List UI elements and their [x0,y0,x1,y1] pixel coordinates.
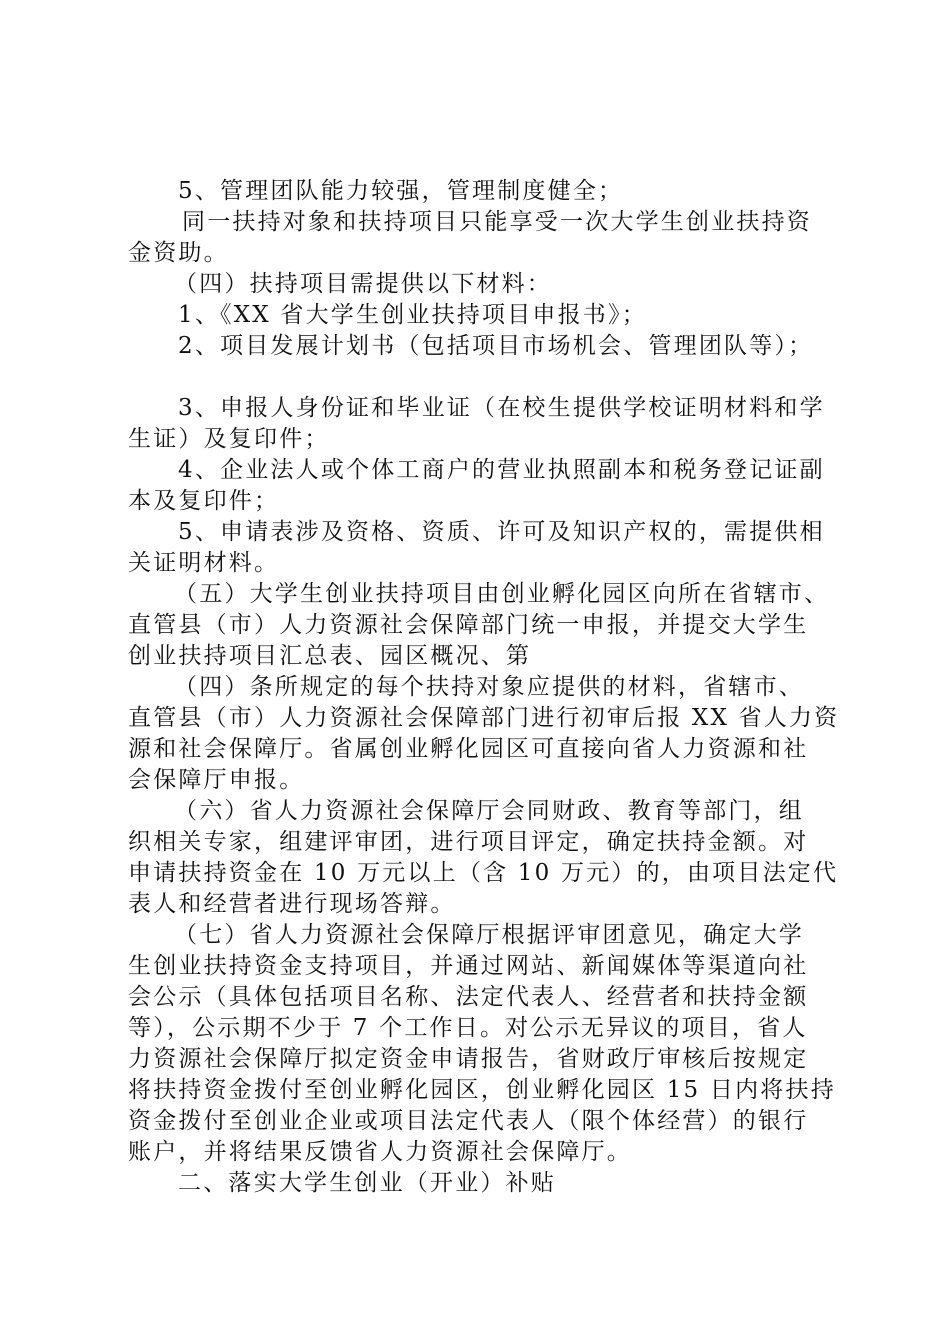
text-line: （七）省人力资源社会保障厅根据评审团意见，确定大学 [174,922,804,948]
text-line: 织相关专家，组建评审团，进行项目评定，确定扶持金额。对 [128,829,809,855]
text-line: 本及复印件； [128,488,280,514]
text-line: 生证）及复印件； [128,426,330,452]
text-line: 申请扶持资金在 10 万元以上（含 10 万元）的，由项目法定代 [128,860,839,886]
text-line: （五）大学生创业扶持项目由创业孵化园区向所在省辖市、 [174,581,830,607]
text-line: 创业扶持项目汇总表、园区概况、第 [128,643,532,669]
text-line: 生创业扶持资金支持项目，并通过网站、新闻媒体等渠道向社 [128,953,809,979]
text-line: 直管县（市）人力资源社会保障部门统一申报，并提交大学生 [128,612,809,638]
text-line: 会保障厅申报。 [128,767,305,793]
text-line: 2、项目发展计划书（包括项目市场机会、管理团队等）； [178,333,814,359]
text-line: 表人和经营者进行现场答辩。 [128,891,456,917]
text-line: 3、申报人身份证和毕业证（在校生提供学校证明材料和学 [178,395,825,421]
text-line: 1、《XX 省大学生创业扶持项目申报书》； [178,302,647,328]
section-heading: 二、落实大学生创业（开业）补贴 [178,1170,556,1196]
text-line: （四）条所规定的每个扶持对象应提供的材料，省辖市、 [174,674,804,700]
text-line: （六）省人力资源社会保障厅会同财政、教育等部门，组 [174,798,804,824]
text-line: 会公示（具体包括项目名称、法定代表人、经营者和扶持金额 [128,984,809,1010]
text-line: 等），公示期不少于 7 个工作日。对公示无异议的项目，省人 [128,1015,808,1041]
text-line: 资金拨付至创业企业或项目法定代表人（限个体经营）的银行 [128,1108,809,1134]
text-line: 将扶持资金拨付至创业孵化园区，创业孵化园区 15 日内将扶持 [128,1077,836,1103]
text-line: 源和社会保障厅。省属创业孵化园区可直接向省人力资源和社 [128,736,809,762]
text-line: （四）扶持项目需提供以下材料： [174,271,552,297]
text-line: 5、申请表涉及资格、资质、许可及知识产权的，需提供相 [178,519,825,545]
text-line: 5、管理团队能力较强，管理制度健全； [178,178,624,204]
text-line: 直管县（市）人力资源社会保障部门进行初审后报 XX 省人力资 [128,705,840,731]
text-line: 力资源社会保障厅拟定资金申请报告，省财政厅审核后按规定 [128,1046,809,1072]
text-line: 同一扶持对象和扶持项目只能享受一次大学生创业扶持资 [182,209,812,235]
text-line: 金资助。 [128,240,229,266]
text-line: 账户，并将结果反馈省人力资源社会保障厅。 [128,1139,632,1165]
text-line: 4、企业法人或个体工商户的营业执照副本和税务登记证副 [178,457,825,483]
text-line: 关证明材料。 [128,550,280,576]
